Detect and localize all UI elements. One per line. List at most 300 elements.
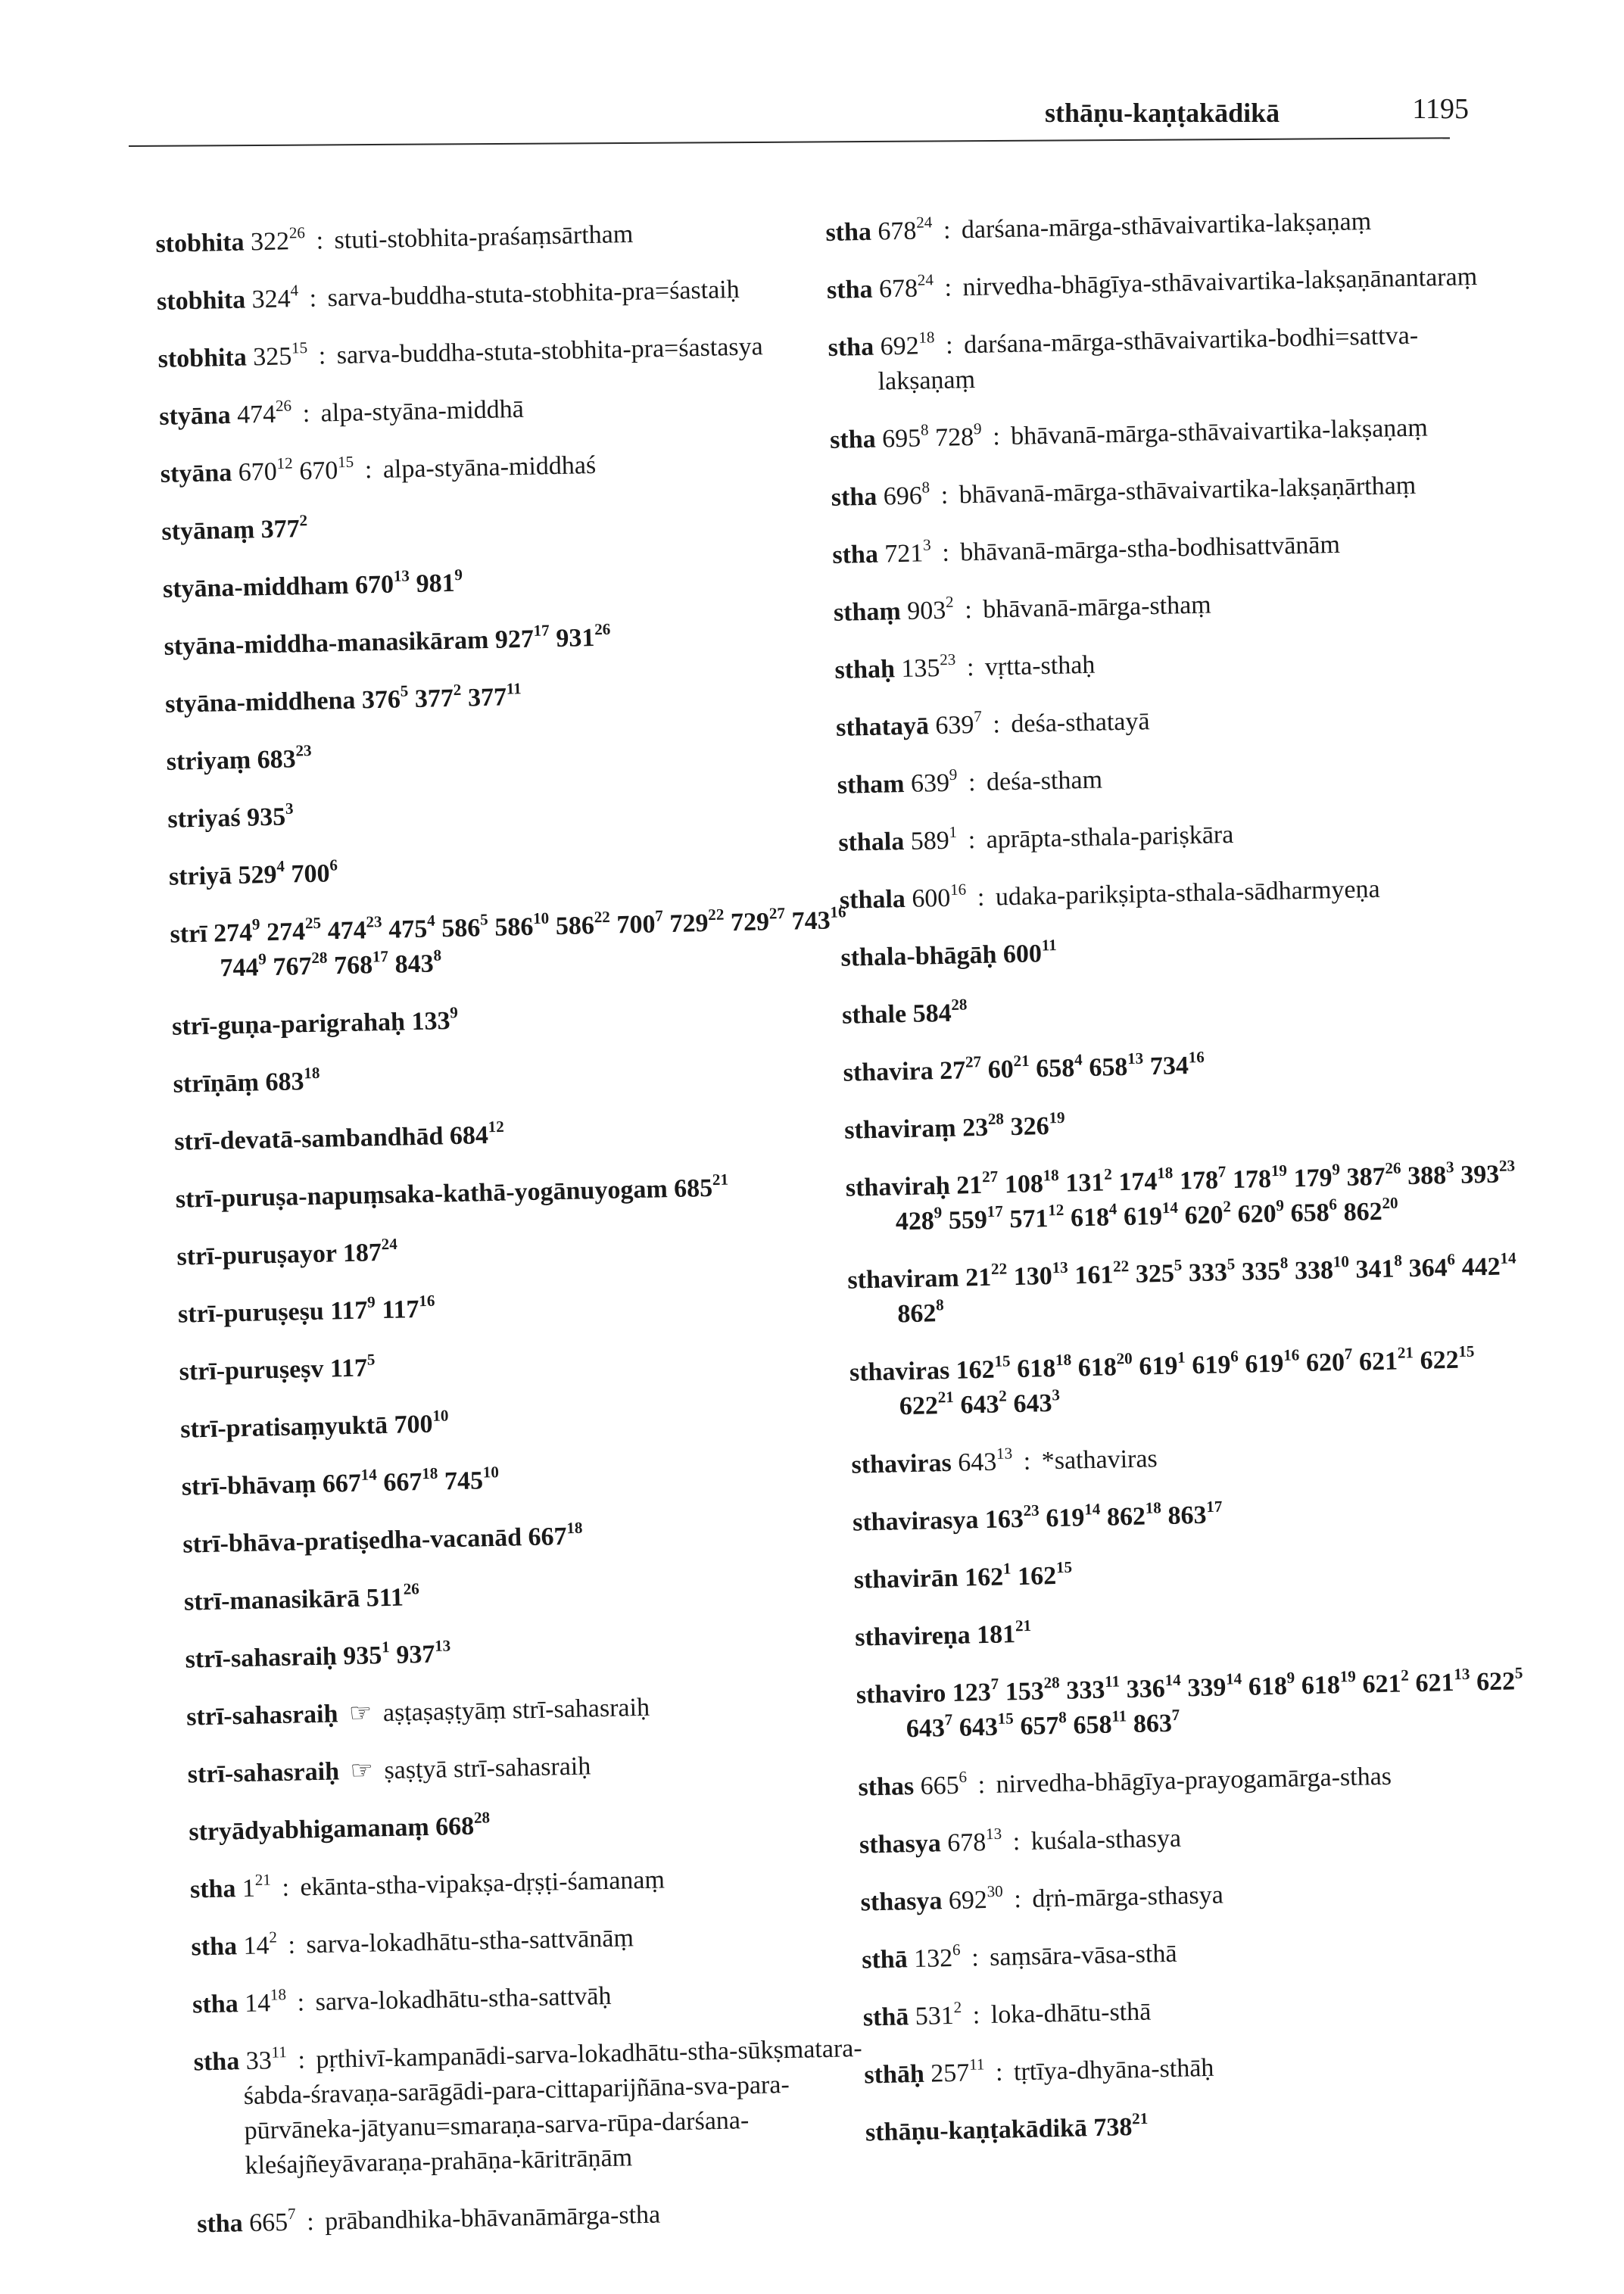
separator: :: [291, 2046, 306, 2074]
line-number: 28: [1043, 1673, 1060, 1692]
entry-term: sthaviraḥ: [845, 1171, 951, 1202]
line-number: 11: [968, 2055, 985, 2074]
line-number: 9: [258, 949, 267, 968]
entry-gloss: bhāvanā-mārga-sthāvaivartika-lakṣaṇārthaṃ: [952, 471, 1417, 510]
entry-term: stobhita: [156, 285, 246, 316]
line-number: 17: [533, 621, 550, 640]
separator: :: [986, 422, 1001, 451]
entry-references: $935^3$: [240, 799, 294, 832]
line-number: 5: [1174, 1255, 1183, 1274]
entry-term: stryādyabhigamanaṃ: [189, 1812, 430, 1847]
separator: :: [934, 481, 949, 510]
line-number: 24: [915, 213, 933, 232]
line-number: 19: [1049, 1108, 1065, 1127]
entry-term: stha: [826, 275, 873, 304]
line-number: 12: [276, 454, 293, 472]
separator: :: [971, 883, 985, 912]
line-number: 11: [506, 679, 522, 698]
line-number: 7: [1217, 1162, 1227, 1181]
entry-gloss: ekānta-stha-vipakṣa-dṛṣṭi-śamanaṃ: [293, 1865, 665, 1902]
line-number: 2: [999, 1386, 1008, 1405]
line-number: 9: [1286, 1668, 1295, 1687]
index-entry: [843, 1042, 1525, 1091]
line-number: 4: [276, 856, 285, 876]
line-number: 15: [1458, 1342, 1475, 1361]
separator: :: [281, 1931, 296, 1959]
entry-term: sthāṇu-kaṇṭakādikā: [865, 2114, 1088, 2147]
entry-references: $695^8$ $728^9$: [875, 419, 982, 454]
entry-term: strī-puruṣayor: [176, 1239, 337, 1271]
line-number: 9: [454, 565, 463, 584]
entry-gloss: dṛṅ-mārga-sthasya: [1025, 1881, 1224, 1913]
index-entry: [187, 1744, 869, 1793]
line-number: 9: [1332, 1160, 1341, 1179]
entry-term: strī-puruṣeṣu: [177, 1297, 325, 1329]
entry-references: $670^{12}$ $670^{15}$: [231, 452, 354, 487]
entry-gloss: nirvedha-bhāgīya-sthāvaivartika-lakṣaṇānantaraṃ: [955, 262, 1478, 302]
line-number: 6: [1447, 1250, 1456, 1269]
line-number: 6: [959, 1767, 968, 1787]
running-head: [1045, 89, 1469, 135]
running-headword: sthāṇu-kaṇṭakādikā: [1045, 98, 1280, 128]
index-entry: [193, 2031, 877, 2185]
entry-references: $133^9$: [404, 1003, 459, 1036]
entry-references: $683^{23}$: [250, 741, 312, 775]
line-number: 28: [987, 1109, 1005, 1129]
entry-gloss: alpa-styāna-middhā: [313, 394, 525, 428]
entry-references: $14^{18}$: [238, 1985, 287, 2018]
entry-references: $696^8$: [876, 478, 930, 511]
entry-references: $257^{11}$: [924, 2055, 985, 2088]
line-number: 14: [1500, 1248, 1516, 1267]
index-entry: [172, 996, 854, 1045]
line-number: 9: [251, 915, 260, 933]
line-number: 23: [1023, 1501, 1040, 1520]
entry-references: $935^1$ $937^{13}$: [336, 1636, 451, 1671]
index-entry: [830, 409, 1512, 458]
index-entry: [184, 1571, 866, 1620]
entry-gloss: sarva-buddha-stuta-stobhita-pra=śastasya: [329, 332, 764, 370]
index-entry: [166, 731, 848, 780]
entry-term: sthā: [861, 1945, 909, 1975]
entry-term: stobhita: [157, 343, 248, 373]
line-number: 15: [997, 1709, 1014, 1728]
line-number: 17: [987, 1202, 1003, 1221]
entry-references: $584^{28}$: [906, 995, 968, 1028]
entry-references: $1^{21}$: [235, 1870, 272, 1903]
entry-references: $738^{21}$: [1086, 2109, 1149, 2143]
entry-references: $678^{24}$: [871, 213, 933, 246]
separator: :: [302, 284, 317, 313]
header-rule: [129, 137, 1450, 147]
separator: :: [290, 1988, 305, 2017]
index-entry: [181, 1456, 863, 1505]
entry-term: stha: [196, 2209, 244, 2239]
entry-references: $322^{26}$: [244, 223, 306, 257]
line-number: 13: [1127, 1049, 1144, 1068]
entry-term: strī-puruṣa-napuṃsaka-kathā-yogānuyogam: [175, 1175, 669, 1214]
index-entry: [190, 1859, 872, 1908]
entry-gloss: bhāvanā-mārga-sthāvaivartika-lakṣaṇaṃ: [1004, 413, 1429, 451]
separator: :: [971, 1771, 986, 1800]
entry-term: styānaṃ: [161, 516, 255, 546]
entry-term: sthasya: [860, 1887, 943, 1917]
index-entry: [853, 1549, 1535, 1598]
entry-term: sthaḥ: [834, 655, 896, 684]
index-entry: [834, 581, 1516, 631]
line-number: 26: [403, 1579, 420, 1598]
line-number: 10: [482, 1463, 500, 1482]
separator: :: [275, 1873, 290, 1903]
index-entry: [842, 984, 1524, 1033]
line-number: 4: [1108, 1199, 1117, 1218]
entry-term: stha: [831, 482, 877, 512]
index-entry: [832, 524, 1514, 573]
separator: :: [961, 826, 976, 855]
entry-references: $132^6$: [907, 1940, 961, 1974]
line-number: 4: [290, 281, 299, 300]
line-number: 22: [594, 907, 611, 927]
entry-term: sthaviram: [847, 1264, 960, 1295]
line-number: 12: [1047, 1200, 1064, 1220]
index-entry: [192, 1974, 874, 2023]
entry-term: sthaviras: [851, 1448, 952, 1479]
line-number: 13: [985, 1824, 1002, 1844]
entry-term: sthale: [841, 999, 907, 1030]
line-number: 23: [939, 650, 956, 669]
line-number: 16: [949, 880, 967, 899]
line-number: 21: [712, 1170, 729, 1189]
separator: :: [309, 226, 324, 255]
index-entry: [856, 1664, 1538, 1748]
entry-references: $529^4$ $700^6$: [231, 856, 338, 890]
index-entry: [837, 754, 1519, 803]
line-number: 8: [1394, 1251, 1403, 1270]
entry-references: $692^{18}$: [873, 328, 935, 361]
line-number: 13: [393, 566, 410, 585]
separator: :: [960, 653, 974, 682]
entry-references: $589^1$: [903, 822, 958, 856]
see-also-icon: ☞: [342, 1699, 372, 1728]
line-number: 11: [1111, 1706, 1127, 1725]
separator: :: [295, 399, 310, 429]
entry-term: sthavirān: [853, 1563, 959, 1594]
line-number: 10: [1333, 1252, 1350, 1271]
line-number: 21: [1013, 1051, 1030, 1071]
line-number: 15: [994, 1351, 1011, 1370]
index-entry: [865, 2102, 1548, 2151]
line-number: 13: [1052, 1258, 1068, 1277]
entry-term: styāna-middhena: [164, 686, 356, 718]
separator: :: [937, 273, 952, 302]
entry-references: $700^{10}$: [387, 1406, 449, 1439]
entry-references: $683^{18}$: [258, 1063, 320, 1097]
entry-term: striyaś: [167, 803, 242, 834]
entry-references: $162^1$ $162^{15}$: [958, 1557, 1073, 1592]
entry-references: $117^5$: [323, 1350, 376, 1383]
index-entry: [165, 673, 847, 722]
index-entry: [831, 466, 1513, 516]
line-number: 17: [1206, 1497, 1223, 1516]
entry-term: sthā: [862, 2003, 909, 2032]
line-number: 5: [1227, 1255, 1236, 1273]
index-entry: [169, 846, 851, 895]
line-number: 18: [304, 1063, 320, 1083]
entry-references: $685^{21}$: [667, 1170, 729, 1204]
entry-references: $643^{13}$: [951, 1444, 1013, 1477]
line-number: 3: [922, 535, 931, 554]
line-number: 3: [1445, 1158, 1454, 1177]
line-number: 26: [275, 396, 292, 415]
entry-term: sthala-bhāgāḥ: [840, 940, 997, 972]
separator: :: [986, 710, 1001, 739]
entry-gloss: deśa-stham: [980, 765, 1103, 796]
line-number: 7: [944, 1710, 953, 1729]
left-column: [155, 213, 879, 2264]
entry-references: $692^{30}$: [941, 1881, 1003, 1915]
line-number: 2: [453, 680, 462, 700]
separator: :: [939, 331, 954, 360]
line-number: 27: [965, 1052, 982, 1071]
index-entry: [175, 1168, 857, 1217]
index-entry: [191, 1916, 873, 1965]
index-entry: [834, 639, 1516, 688]
entry-references: $324^4$: [245, 281, 299, 314]
index-entry: [157, 270, 839, 319]
index-entry: [849, 1342, 1532, 1426]
entry-references: $511^{26}$: [359, 1579, 420, 1613]
entry-term: stha: [189, 1875, 236, 1904]
line-number: 14: [1164, 1670, 1181, 1690]
index-entry: [186, 1686, 868, 1735]
line-number: 8: [433, 946, 442, 965]
index-entry: [855, 1607, 1537, 1656]
separator: :: [935, 538, 950, 568]
line-number: 11: [1041, 936, 1057, 955]
line-number: 5: [400, 681, 409, 700]
line-number: 15: [291, 338, 308, 357]
index-entry: [853, 1491, 1535, 1541]
line-number: 23: [1498, 1156, 1516, 1175]
entry-term: stha: [825, 217, 872, 247]
entry-term: stha: [193, 2047, 240, 2077]
separator: :: [958, 596, 973, 625]
line-number: 18: [918, 328, 935, 347]
line-number: 16: [419, 1291, 435, 1311]
line-number: 5: [1514, 1663, 1523, 1682]
entry-references: $684^{12}$: [443, 1117, 504, 1151]
line-number: 2: [1401, 1666, 1410, 1685]
line-number: 23: [295, 741, 312, 760]
entry-references: $377^2$: [254, 511, 308, 544]
line-number: 6: [952, 1940, 961, 1959]
line-number: 28: [473, 1808, 491, 1827]
line-number: 16: [1283, 1345, 1300, 1364]
entry-gloss: stuti-stobhita-praśaṃsārtham: [327, 220, 634, 255]
entry-gloss: sarva-lokadhātu-stha-sattvāḥ: [308, 1981, 612, 2017]
entry-gloss: nirvedha-bhāgīya-prayogamārga-sthas: [989, 1762, 1392, 1799]
entry-term: strī-manasikārā: [183, 1584, 360, 1616]
separator: :: [965, 1943, 980, 1972]
entry-references: $670^{13}$ $981^9$: [348, 565, 463, 600]
entry-term: stha: [192, 1990, 239, 2019]
entry-references: $600^{16}$: [905, 880, 967, 913]
separator: :: [1007, 1885, 1022, 1914]
line-number: 22: [708, 905, 725, 924]
line-number: 18: [1055, 1350, 1072, 1370]
index-entry: [170, 903, 853, 987]
entry-references: $21^{22}$ $130^{13}$ $161^{22}$ $325^5$ $333^5$ $335^8$ $338^{10}$ $341^8$ $364^6$ $442^{14}$ $862^8$: [897, 1248, 1516, 1329]
index-entry: [179, 1341, 861, 1390]
line-number: 1: [1177, 1348, 1186, 1367]
line-number: 13: [434, 1636, 451, 1655]
entry-term: sthavira: [843, 1057, 934, 1087]
entry-references: $665^6$: [913, 1767, 968, 1800]
entry-references: $135^{23}$: [894, 650, 956, 684]
entry-term: stha: [191, 1932, 238, 1962]
line-number: 15: [337, 452, 354, 472]
entry-references: $668^{28}$: [429, 1808, 491, 1841]
line-number: 7: [1171, 1705, 1180, 1725]
index-entry: [157, 328, 840, 377]
entry-gloss: vṛtta-sthaḥ: [978, 650, 1096, 681]
index-entry: [167, 788, 849, 837]
index-entry: [155, 213, 837, 262]
entry-term: strī-sahasraiḥ: [187, 1757, 340, 1789]
entry-references: $181^{21}$: [970, 1616, 1032, 1650]
entry-gloss: sarva-lokadhātu-stha-sattvānāṃ: [299, 1924, 634, 1959]
index-entry: [173, 1053, 855, 1102]
entry-gloss: tṛtīya-dhyāna-sthāḥ: [1007, 2053, 1214, 2087]
entry-references: $903^2$: [900, 592, 954, 626]
entry-term: stham: [837, 769, 905, 799]
index-entry: [180, 1398, 862, 1448]
line-number: 10: [532, 909, 550, 927]
entry-references: $33^{11}$: [238, 2043, 288, 2076]
entry-gloss: prābandhika-bhāvanāmārga-stha: [318, 2200, 661, 2236]
entry-term: sthas: [858, 1772, 915, 1802]
entry-gloss: *sathaviras: [1034, 1445, 1158, 1476]
index-entry: [844, 1099, 1526, 1149]
see-also-icon: ☞: [343, 1756, 374, 1786]
line-number: 2: [269, 1928, 278, 1946]
line-number: 1: [949, 822, 958, 842]
line-number: 20: [1116, 1349, 1133, 1368]
entry-term: strī-puruṣeṣv: [179, 1354, 324, 1386]
line-number: 27: [768, 904, 786, 923]
separator: :: [989, 2058, 1003, 2087]
entry-references: $23^{28}$ $326^{19}$: [955, 1108, 1065, 1142]
entry-term: sthāḥ: [864, 2059, 925, 2090]
line-number: 2: [299, 511, 308, 530]
index-entry: [851, 1434, 1533, 1483]
line-number: 14: [1161, 1198, 1179, 1217]
entry-references: $27^{27}$ $60^{21}$ $658^4$ $658^{13}$ $734^{16}$: [933, 1048, 1205, 1086]
line-number: 25: [304, 913, 322, 933]
entry-gloss: sarva-buddha-stuta-stobhita-pra=śastaiḥ: [320, 275, 740, 313]
line-number: 2: [953, 1997, 962, 2017]
entry-references: $600^{11}$: [996, 936, 1057, 969]
line-number: 10: [432, 1406, 449, 1425]
line-number: 5: [366, 1350, 376, 1369]
index-entry: [197, 2193, 879, 2243]
entry-term: sthala: [837, 828, 905, 857]
index-entry: [161, 500, 843, 550]
line-number: 14: [1083, 1500, 1101, 1519]
line-number: 21: [1131, 2109, 1149, 2128]
entry-term: strī-pratisaṃyuktā: [179, 1410, 388, 1444]
line-number: 28: [311, 948, 328, 968]
line-number: 9: [1276, 1195, 1285, 1215]
index-entry: [163, 558, 845, 607]
entry-gloss: saṃsāra-vāsa-sthā: [983, 1939, 1177, 1972]
line-number: 7: [990, 1674, 999, 1694]
line-number: 18: [270, 1985, 287, 2004]
separator: :: [962, 768, 976, 797]
entry-references: $14^2$: [236, 1928, 278, 1961]
line-number: 11: [271, 2043, 288, 2062]
index-entry: [828, 316, 1510, 401]
entry-term: styāna: [160, 458, 232, 488]
line-number: 7: [287, 2204, 296, 2224]
line-number: 14: [1225, 1669, 1242, 1688]
separator: :: [1016, 1447, 1031, 1476]
line-number: 13: [1454, 1664, 1470, 1684]
entry-term: sthatayā: [835, 712, 930, 742]
line-number: 21: [1015, 1616, 1032, 1635]
separator: :: [965, 2001, 980, 2030]
line-number: 26: [1385, 1158, 1401, 1178]
entry-term: styāna-middham: [162, 571, 349, 603]
line-number: 14: [360, 1465, 377, 1484]
entry-references: $639^7$: [928, 707, 982, 740]
line-number: 6: [1329, 1195, 1338, 1214]
line-number: 21: [937, 1388, 955, 1407]
line-number: 18: [1156, 1163, 1174, 1183]
entry-references: $163^{23}$ $619^{14}$ $862^{18}$ $863^{17}$: [977, 1497, 1223, 1535]
entry-term: strī: [170, 919, 208, 949]
line-number: 18: [1043, 1166, 1059, 1185]
line-number: 9: [949, 765, 958, 784]
line-number: 3: [285, 799, 294, 818]
index-entry: [164, 616, 846, 665]
line-number: 19: [1270, 1161, 1288, 1180]
index-entry: [862, 1987, 1545, 2036]
line-number: 6: [1230, 1347, 1239, 1366]
entry-gloss: kuśala-sthasya: [1024, 1824, 1182, 1856]
line-number: 18: [566, 1518, 583, 1538]
entry-term: strī-sahasraiḥ: [185, 1700, 338, 1731]
entry-term: sthala: [839, 884, 906, 915]
line-number: 2: [1223, 1197, 1232, 1216]
entry-references: $376^5$ $377^2$ $377^{11}$: [355, 679, 522, 715]
line-number: 21: [254, 1870, 272, 1889]
line-number: 8: [921, 478, 930, 497]
line-number: 11: [1104, 1672, 1121, 1691]
entry-references: $665^7$: [242, 2204, 296, 2238]
index-entry: [858, 1756, 1540, 1806]
line-number: 15: [1055, 1557, 1073, 1577]
line-number: 8: [935, 1295, 944, 1314]
entry-term: sthavirasya: [852, 1506, 979, 1537]
entry-references: $678^{13}$: [940, 1824, 1002, 1858]
entry-references: $667^{14}$ $667^{18}$ $745^{10}$: [315, 1463, 500, 1498]
right-column: [825, 201, 1548, 2173]
index-entry: [845, 1157, 1528, 1241]
line-number: 9: [973, 419, 982, 438]
line-number: 22: [990, 1259, 1008, 1278]
index-entry: [825, 201, 1507, 251]
